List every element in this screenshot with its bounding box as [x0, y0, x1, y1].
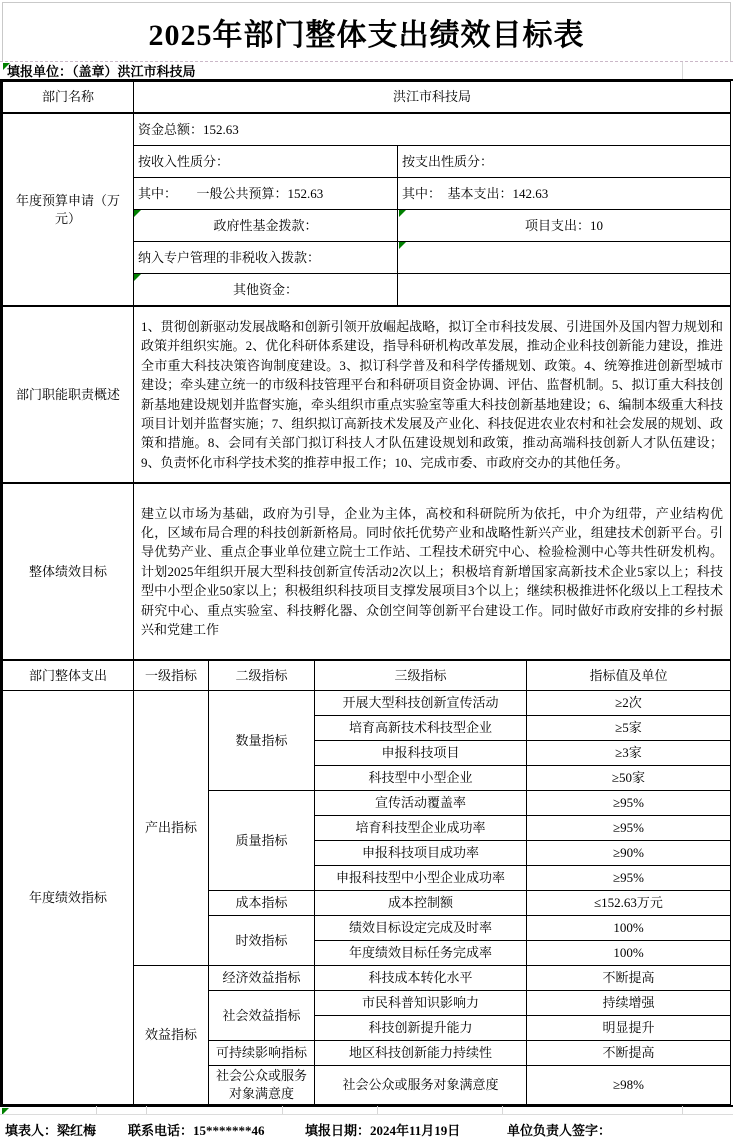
department-row — [3, 82, 731, 113]
budget-project-expense-cell: 项目支出：10 — [398, 210, 731, 242]
main-table — [0, 79, 733, 1107]
level2-sustainable-impact: 可持续影响指标 — [209, 1041, 315, 1066]
indicator-value: 明显提升 — [527, 1016, 731, 1041]
footer-row — [0, 1120, 733, 1144]
indicator-name: 宣传活动覆盖率 — [315, 791, 527, 816]
excel-error-triangle — [134, 274, 141, 281]
indicators-header-row — [3, 661, 731, 691]
budget-expense-detail-cell: 其中： 基本支出：142.63 — [398, 178, 731, 210]
gridline-stub — [282, 1106, 283, 1114]
footer-date: 填报日期：2024年11月19日 — [305, 1123, 461, 1138]
indicator-name: 绩效目标设定完成及时率 — [315, 916, 527, 941]
indicator-name: 年度绩效目标任务完成率 — [315, 941, 527, 966]
indicator-value: 不断提高 — [527, 966, 731, 991]
reporting-unit-row — [2, 62, 731, 79]
indicator-value: ≥5家 — [527, 716, 731, 741]
annual-indicators-label: 年度绩效指标 — [3, 691, 134, 1105]
overall-goal-row — [3, 484, 731, 660]
indicator-name: 成本控制额 — [315, 891, 527, 916]
indicator-name: 申报科技项目 — [315, 741, 527, 766]
indicator-name: 市民科普知识影响力 — [315, 991, 527, 1016]
gridline-stub — [96, 1106, 97, 1114]
indicator-name: 申报科技型中小型企业成功率 — [315, 866, 527, 891]
footer-phone: 联系电话：15*******46 — [128, 1123, 265, 1138]
header-level1: 一级指标 — [134, 661, 209, 691]
header-dept-overall-expenditure: 部门整体支出 — [3, 661, 134, 691]
gridline-stub — [146, 1106, 147, 1114]
indicator-value: 100% — [527, 916, 731, 941]
indicator-value: ≥2次 — [527, 691, 731, 716]
indicator-value: ≤152.63万元 — [527, 891, 731, 916]
indicator-name: 科技创新提升能力 — [315, 1016, 527, 1041]
footer-preparer: 填表人：梁红梅 — [5, 1123, 97, 1138]
overall-goal-table — [2, 483, 731, 660]
indicator-name: 科技成本转化水平 — [315, 966, 527, 991]
budget-expense-header-cell: 按支出性质分： — [398, 146, 731, 178]
budget-gov-fund-cell: 政府性基金拨款： — [134, 210, 398, 242]
department-name-label: 部门名称 — [3, 82, 134, 113]
duties-label: 部门职能职责概述 — [3, 307, 134, 483]
level2-cost-indicators: 成本指标 — [209, 891, 315, 916]
level2-economic-benefit: 经济效益指标 — [209, 966, 315, 991]
title-block — [2, 2, 731, 61]
header-value-unit: 指标值及单位 — [527, 661, 731, 691]
level2-timeliness-indicators: 时效指标 — [209, 916, 315, 966]
indicator-name: 科技型中小型企业 — [315, 766, 527, 791]
department-name-value: 洪江市科技局 — [134, 82, 731, 113]
budget-income-header-cell: 按收入性质分： — [134, 146, 398, 178]
duties-table — [2, 306, 731, 483]
indicator-value: ≥98% — [527, 1066, 731, 1105]
budget-other-funds-empty-cell — [398, 274, 731, 306]
footer-signature: 单位负责人签字： — [507, 1123, 612, 1138]
excel-error-triangle — [134, 210, 141, 217]
indicator-value: 100% — [527, 941, 731, 966]
gridline-stub — [502, 1106, 503, 1114]
excel-error-triangle — [3, 63, 10, 70]
budget-non-tax-empty-cell — [398, 242, 731, 274]
header-level2: 二级指标 — [209, 661, 315, 691]
indicator-name: 培育高新技术科技型企业 — [315, 716, 527, 741]
budget-total-cell: 资金总额：152.63 — [134, 114, 731, 146]
indicator-name: 培育科技型企业成功率 — [315, 816, 527, 841]
level1-benefit-indicators: 效益指标 — [134, 966, 209, 1105]
header-level3: 三级指标 — [315, 661, 527, 691]
level2-social-benefit: 社会效益指标 — [209, 991, 315, 1041]
overall-goal-text: 建立以市场为基础，政府为引导，企业为主体，高校和科研院所为依托，中介为纽带，产业结构优化，区域布局合理的科技创新新格局。同时依托优势产业和战略性新兴产业，组建技术创新平台。引导优势产业、重点企事业单位建立院士工作站、工程技术研究中心、检验检测中心等共性研发机构。计划2025年组织开展大型科技创新宣传活动2次以上；积极培育新增国家高新技术企业5家以上；科技型中小型企业50家以上；积极组织科技项目支撑发展项目3个以上；继续积极推进怀化级以上工程技术研究中心、重点实验室、科技孵化器、众创空间等创新平台建设工作。同时做好市政府安排的乡村振兴和党建工作 — [134, 484, 731, 660]
budget-other-funds-cell: 其他资金： — [134, 274, 398, 306]
indicator-value: ≥95% — [527, 791, 731, 816]
gridline-stub — [682, 62, 683, 79]
duties-row — [3, 307, 731, 483]
gridline-stub — [377, 1106, 378, 1114]
page-title: 2025年部门整体支出绩效目标表 — [148, 19, 585, 52]
indicator-row — [3, 691, 731, 716]
indicator-value: ≥90% — [527, 841, 731, 866]
budget-section-label: 年度预算申请（万元） — [3, 114, 134, 306]
reporting-unit-label: 填报单位：（盖章）洪江市科技局 — [7, 64, 196, 79]
excel-error-triangle — [399, 242, 406, 249]
duties-text: 1、贯彻创新驱动发展战略和创新引领开放崛起战略，拟订全市科技发展、引进国外及国内智力规划和政策并组织实施。2、优化科研体系建设，指导科研机构改革发展，推动企业科技创新能力建设，推进全市重大科技决策咨询制度建设。3、拟订科学普及和科学传播规划、政策。4、统筹推进创新型城市建设；牵头建立统一的市级科技管理平台和科研项目资金协调、评估、监督机制。5、拟订重大科技创新基地建设规划并监督实施，牵头组织市重点实验室等重大科技创新基地建设；6、编制本级重大科技项目计划并监督实施；7、组织拟订高新技术发展及产业化、科技促进农业农村和社会发展的规划、政策和措施。8、会同有关部门拟订科技人才队伍建设规划和政策，推动高端科技创新人才队伍建设；9、负责怀化市科学技术奖的推荐申报工作；10、完成市委、市政府交办的其他任务。 — [134, 307, 731, 483]
indicator-value: 持续增强 — [527, 991, 731, 1016]
budget-table — [2, 113, 731, 306]
indicator-value: ≥95% — [527, 866, 731, 891]
overall-goal-label: 整体绩效目标 — [3, 484, 134, 660]
indicator-name: 地区科技创新能力持续性 — [315, 1041, 527, 1066]
budget-row-total — [3, 114, 731, 146]
gridline-stub — [682, 1106, 683, 1114]
budget-non-tax-cell: 纳入专户管理的非税收入拨款： — [134, 242, 398, 274]
budget-income-detail-cell: 其中： 一般公共预算：152.63 — [134, 178, 398, 210]
excel-error-triangle — [399, 210, 406, 217]
gridline-horizontal — [0, 1114, 733, 1115]
indicator-value: ≥95% — [527, 816, 731, 841]
indicator-name: 社会公众或服务对象满意度 — [315, 1066, 527, 1105]
indicator-name: 申报科技项目成功率 — [315, 841, 527, 866]
level2-public-satisfaction: 社会公众或服务对象满意度 — [209, 1066, 315, 1105]
indicator-value: 不断提高 — [527, 1041, 731, 1066]
department-table — [2, 81, 731, 113]
level2-quality-indicators: 质量指标 — [209, 791, 315, 891]
indicator-value: ≥50家 — [527, 766, 731, 791]
indicator-name: 开展大型科技创新宣传活动 — [315, 691, 527, 716]
level2-quantity-indicators: 数量指标 — [209, 691, 315, 791]
indicators-table — [2, 660, 731, 1105]
indicator-value: ≥3家 — [527, 741, 731, 766]
level1-output-indicators: 产出指标 — [134, 691, 209, 966]
